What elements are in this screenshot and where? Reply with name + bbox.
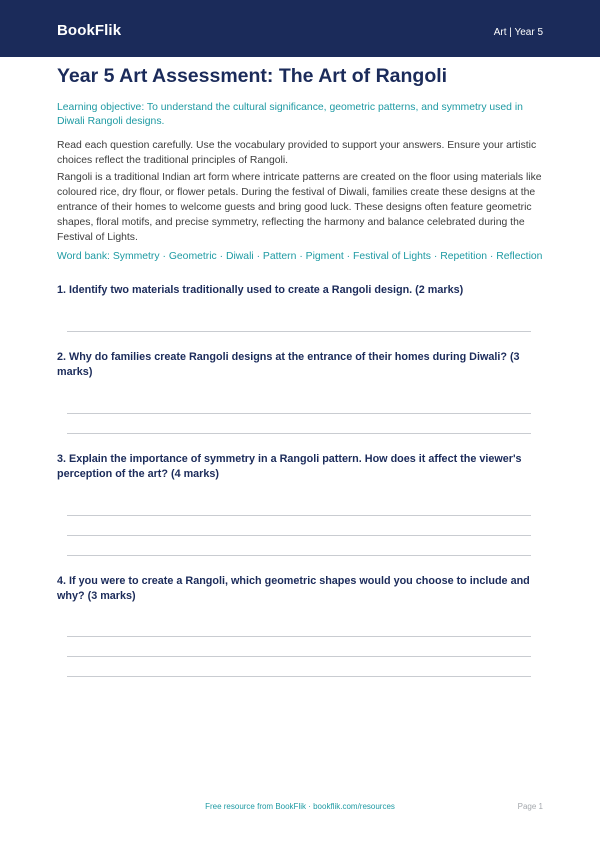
page-number: Page 1	[517, 802, 543, 811]
page-title: Year 5 Art Assessment: The Art of Rangoli	[57, 65, 448, 87]
rangoli-passage: Rangoli is a traditional Indian art form where intricate patterns are created on the floor using materials like coloured rice, dry flour, or flower petals. During the festival of Diwali, families create these designs at the entrance of their homes to welcome guests and bring good luck. These designs often feature geometric shapes, floral motifs, and precise symmetry, reflecting the harmony and balance celebrated during the Festival of Lights.	[57, 172, 542, 243]
learning-objective: Learning objective: To understand the cultural significance, geometric patterns, and symmetry used in Diwali Rangoli designs.	[57, 102, 523, 127]
answer-line[interactable]	[67, 413, 531, 414]
instructions-text: Read each question carefully. Use the vocabulary provided to support your answers. Ensure your artistic choices reflect the traditional principles of Rangoli.	[57, 140, 537, 166]
answer-line[interactable]	[67, 656, 531, 657]
answer-line[interactable]	[67, 555, 531, 556]
answer-line[interactable]	[67, 331, 531, 332]
question-2: 2. Why do families create Rangoli designs at the entrance of their homes during Diwali? (3 marks)	[57, 351, 520, 378]
answer-line[interactable]	[67, 676, 531, 677]
answer-line[interactable]	[67, 636, 531, 637]
question-4: 4. If you were to create a Rangoli, which geometric shapes would you choose to include and why? (3 marks)	[57, 575, 530, 602]
question-1: 1. Identify two materials traditionally used to create a Rangoli design. (2 marks)	[57, 284, 464, 296]
answer-line[interactable]	[67, 535, 531, 536]
answer-line[interactable]	[67, 433, 531, 434]
page-header	[0, 0, 600, 57]
footer-resource-link[interactable]: Free resource from BookFlik · bookflik.com/resources	[205, 802, 395, 811]
breadcrumb: Art | Year 5	[493, 27, 543, 38]
answer-line[interactable]	[67, 515, 531, 516]
brand-logo[interactable]: BookFlik	[57, 22, 122, 39]
word-bank: Word bank: Symmetry · Geometric · Diwali · Pattern · Pigment · Festival of Lights · Repetition · Reflection	[57, 251, 543, 262]
question-3: 3. Explain the importance of symmetry in a Rangoli pattern. How does it affect the viewer's perception of the art? (4 marks)	[57, 453, 522, 480]
